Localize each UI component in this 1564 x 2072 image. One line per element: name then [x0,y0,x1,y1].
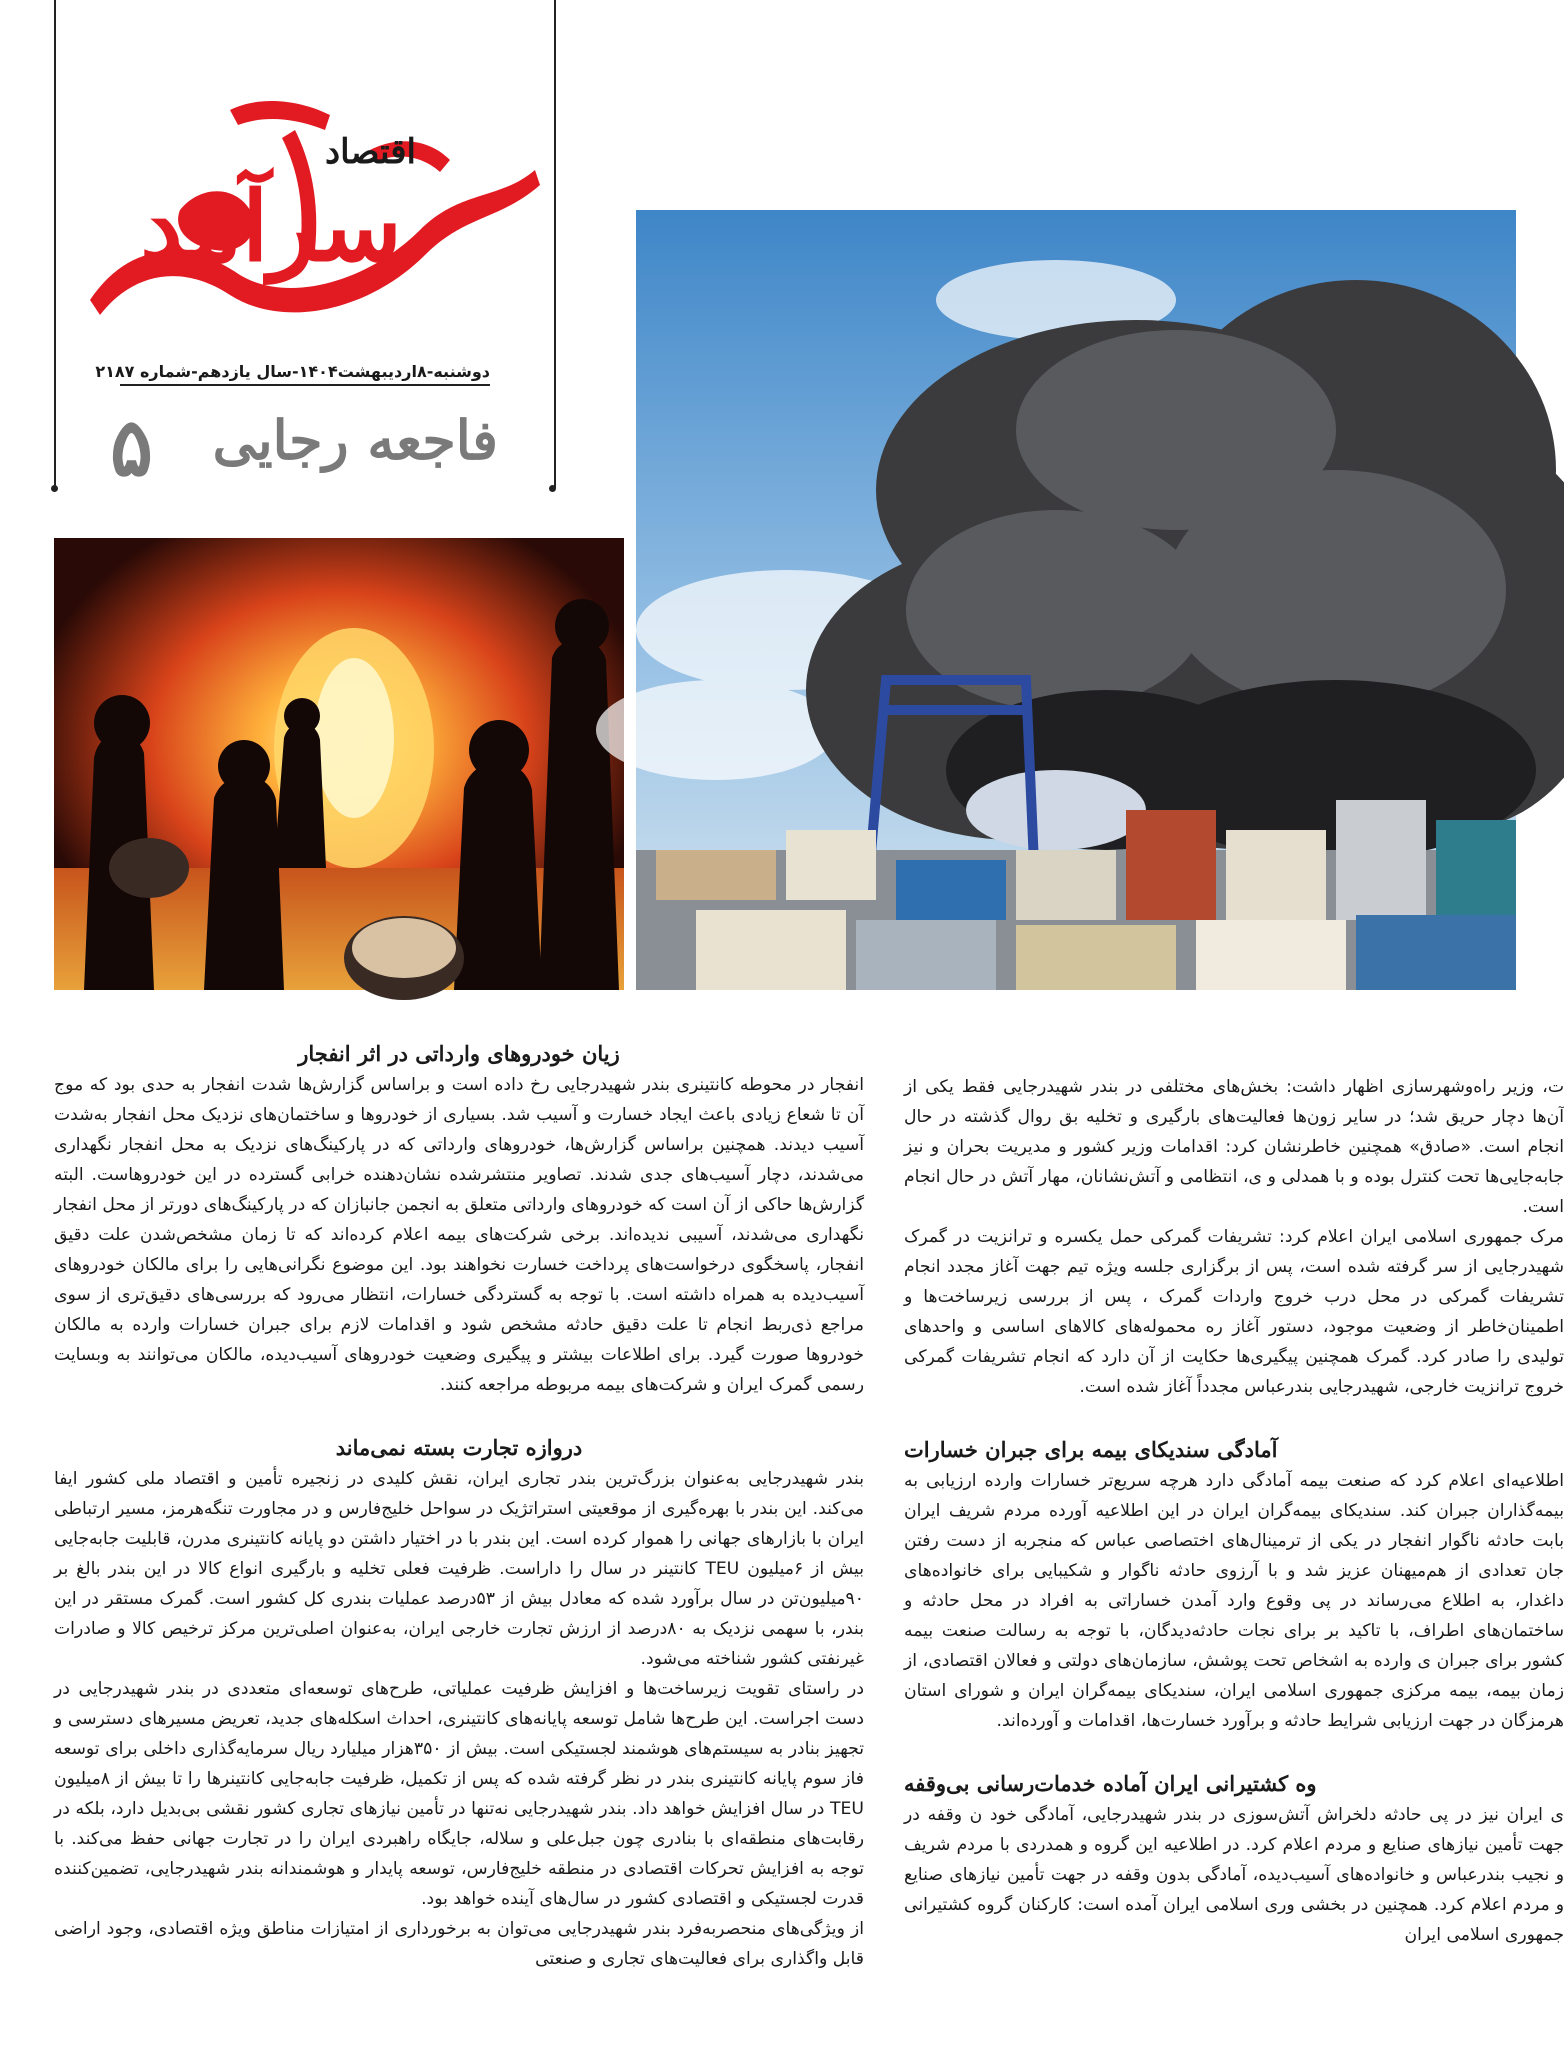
newspaper-logo [70,90,550,340]
right-text-column [904,1038,1564,2072]
article-body-insurance: اطلاعیه‌ای اعلام کرد که صنعت بیمه آمادگی دارد هرچه سریع‌تر خسارات وارده ارزیابی به بیمه‌گذاران جبران کند. سندیکای بیمه‌گران ایران در این اطلاعیه آورده مردم شریف ایران بابت حادثه ناگوار انفجار در یکی از ترمینال‌های اختصاصی عباس که منجربه از دست رفتن جان تعدادی از هم‌میهنان عزیز شد و با آرزوی حادثه ناگوار و شکیبایی برای خانواده‌های داغدار، به اطلاع می‌رساند در پی وقوع وارد آمدن خساراتی به افراد در محل حادثه و ساختمان‌های اطراف، با تاکید بر برای نجات حادثه‌دیدگان، با توجه به رسالت صنعت بیمه کشور برای جبران ی وارده به اشخاص تحت پوشش، سازمان‌های دولتی و فعالان اقتصادی، از زمان بیمه، بیمه مرکزی جمهوری اسلامی ایران، سندیکای بیمه‌گران ایران و شورای استان هرمزگان در جهت ارزیابی شرایط حادثه و برآورد خسارت‌ها، اقدامات و آورده‌اند. [904,1471,1564,1731]
article-paragraph: از ویژگی‌های منحصربه‌فرد بندر شهیدرجایی می‌توان به برخورداری از امتیازات مناطق ویژه اقتصادی، وجود اراضی قابل واگذاری برای فعالیت‌های تجاری و صنعتی [54,1919,864,1969]
article-heading-car-damage: زیان خودروهای وارداتی در اثر انفجار [298,1041,620,1066]
article-heading-insurance: آمادگی سندیکای بیمه برای جبران خسارات [904,1437,1278,1462]
page-title [110,400,530,495]
article-body-customs: مرک جمهوری اسلامی ایران اعلام کرد: تشریفات گمرکی حمل یکسره و ترانزیت در گمرک شهیدرجایی از سر گرفته شده است، پس از برگزاری جلسه ویژه تیم جهت آغاز مجدد انجام تشریفات گمرکی در محل درب خروج واردات گمرک ، پس از بررسی زیرساخت‌ها و اطمینان‌خاطر از وضعیت موجود، دستور آغاز ره محموله‌های کالاهای اساسی و واحدهای تولیدی را صادر کرد. گمرک همچنین پیگیری‌ها حکایت از آن دارد که انجام تشریفات گمرکی خروج ترانزیت خارجی، شهیدرجایی بندرعباس مجدداً آغاز شده است. [904,1227,1564,1397]
photo-port-smoke [636,210,1516,990]
article-body-shipping: ی ایران نیز در پی حادثه دلخراش آتش‌سوزی در بندر شهیدرجایی، آمادگی خود ن وقفه در جهت تأمین نیازهای صنایع و مردم اعلام کرد. در اطلاعیه این گروه و همدردی با مردم شریف و نجیب بندرعباس و خانواده‌های آسیب‌دیده، آمادگی بدون وقفه در جهت تأمین نیازهای صنایع و مردم اعلام کرد. همچنین در بخشی وری اسلامی ایران آمده است: کارکنان گروه کشتیرانی جمهوری اسلامی ایران [904,1805,1564,1945]
article-heading-shipping: وه کشتیرانی ایران آماده خدمات‌رسانی بی‌وقفه [904,1771,1317,1796]
page-number: ۵ [110,400,153,494]
photo-crowd-fire [54,538,624,990]
logo-main-text: سرآمد [140,170,402,283]
article-heading-trade-gate: دروازه تجارت بسته نمی‌ماند [335,1435,583,1460]
article-paragraph: در راستای تقویت زیرساخت‌ها و افزایش ظرفیت عملیاتی، طرح‌های توسعه‌ای متعددی در بندر شهیدرجایی در دست اجراست. این طرح‌ها شامل توسعه پایانه‌های کانتینری، احداث اسکله‌های جدید، تعریض مسیرهای دسترسی و تجهیز بنادر به سیستم‌های هوشمند لجستیکی است. بیش از ۳۵۰هزار میلیارد ریال سرمایه‌گذاری داخلی برای توسعه فاز سوم پایانه کانتینری بندر در نظر گرفته شده که پس از تکمیل، ظرفیت جابه‌جایی کانتینرها را تا بیش از ۸میلیون TEU در سال افزایش خواهد داد. بندر شهیدرجایی نه‌تنها در تأمین نیازهای تجاری کشور نقشی بی‌بدیل دارد، بلکه در رقابت‌های منطقه‌ای با بنادری چون جبل‌علی و سلاله، جایگاه راهبردی ایران را در تجارت جهانی حفظ می‌کند. با توجه به افزایش تحرکات اقتصادی در منطقه خلیج‌فارس، توسعه پایدار و هوشمندانه بندر شهیدرجایی، تضمین‌کننده قدرت لجستیکی و اقتصادی کشور در سال‌های آینده خواهد بود. [54,1679,864,1909]
logo-sub-text: اقتصاد [325,132,416,172]
article-body-minister: ت، وزیر راه‌وشهرسازی اظهار داشت: بخش‌های مختلفی در بندر شهیدرجایی فقط یکی از آن‌ها دچار حریق شد؛ در سایر زون‌ها فعالیت‌های بارگیری و تخلیه بق روال گذشته در حال انجام است. «صادق» همچنین خاطرنشان کرد: اقدامات وزیر کشور و مدیریت بحران و نیز جابه‌جایی‌ها تحت کنترل بوده و با همدلی و ی، انتظامی و آتش‌نشانان، مهار آتش در حال انجام است. [904,1077,1564,1217]
left-text-column [54,1038,864,2072]
page-title-text: فاجعه رجایی [212,408,498,472]
dateline: دوشنبه-۸اردیبهشت۱۴۰۴-سال یازدهم-شماره ۲۱۸۷ [120,362,490,386]
article-paragraph: بندر شهیدرجایی به‌عنوان بزرگ‌ترین بندر تجاری ایران، نقش کلیدی در زنجیره تأمین و اقتصاد ملی کشور ایفا می‌کند. این بندر با بهره‌گیری از موقعیتی استراتژیک در سواحل خلیج‌فارس و در مجاورت تنگه‌هرمز، مسیر ارتباطی ایران با بازارهای جهانی را هموار کرده است. این بندر با در اختیار داشتن دو پایانه کانتینری مدرن، قابلیت جابه‌جایی بیش از ۶میلیون TEU کانتینر در سال را داراست. ظرفیت فعلی تخلیه و بارگیری انواع کالا در این بندر بالغ بر ۹۰میلیون‌تن در سال برآورد شده که معادل بیش از ۵۳درصد عملیات بندری کل کشور است. گمرک مستقر در این بندر، با سهمی نزدیک به ۸۰درصد از ارزش تجارت خارجی ایران، به‌عنوان اصلی‌ترین مرکز ترخیص کالا و صادرات غیرنفتی کشور شناخته می‌شود. [54,1469,864,1669]
frame-dot-left [51,485,58,492]
article-body-car-damage: انفجار در محوطه کانتینری بندر شهیدرجایی رخ داده است و براساس گزارش‌ها شدت انفجار به حدی بود که موج آن تا شعاع زیادی باعث ایجاد خسارت و آسیب شد. بسیاری از خودروها و ساختمان‌های نزدیک محل انفجار به‌شدت آسیب دیدند. همچنین براساس گزارش‌ها، خودروهای وارداتی که در پارکینگ‌های نزدیک به محل انفجار نگهداری می‌شدند، دچار آسیب‌های جدی شدند. تصاویر منتشرشده نشان‌دهنده خرابی گسترده در این خودروهاست. البته گزارش‌ها حاکی از آن است که خودروهای وارداتی متعلق به انجمن جانبازان که در پارکینگ‌های دورتر از محل انفجار نگهداری می‌شدند، آسیبی ندیده‌اند. برخی شرکت‌های بیمه اعلام کرده‌اند که تا زمان مشخص‌شدن علت دقیق انفجار، پاسخگوی درخواست‌های پرداخت خسارت نخواهند بود. این موضوع نگرانی‌هایی را برای مالکان خودروهای آسیب‌دیده به همراه داشته است. با توجه به گستردگی خسارات، انتظار می‌رود که بررسی‌های دقیق‌تری از سوی مراجع ذی‌ربط انجام تا علت دقیق حادثه مشخص شود و اقدامات لازم برای جبران خسارات وارده به مالکان خودروها صورت گیرد. برای اطلاعات بیشتر و پیگیری وضعیت خودروهای آسیب‌دیده، مالکان می‌توانند به وبسایت رسمی گمرک ایران و شرکت‌های بیمه مربوطه مراجعه کنند. [54,1075,864,1395]
frame-dot-right [549,485,556,492]
